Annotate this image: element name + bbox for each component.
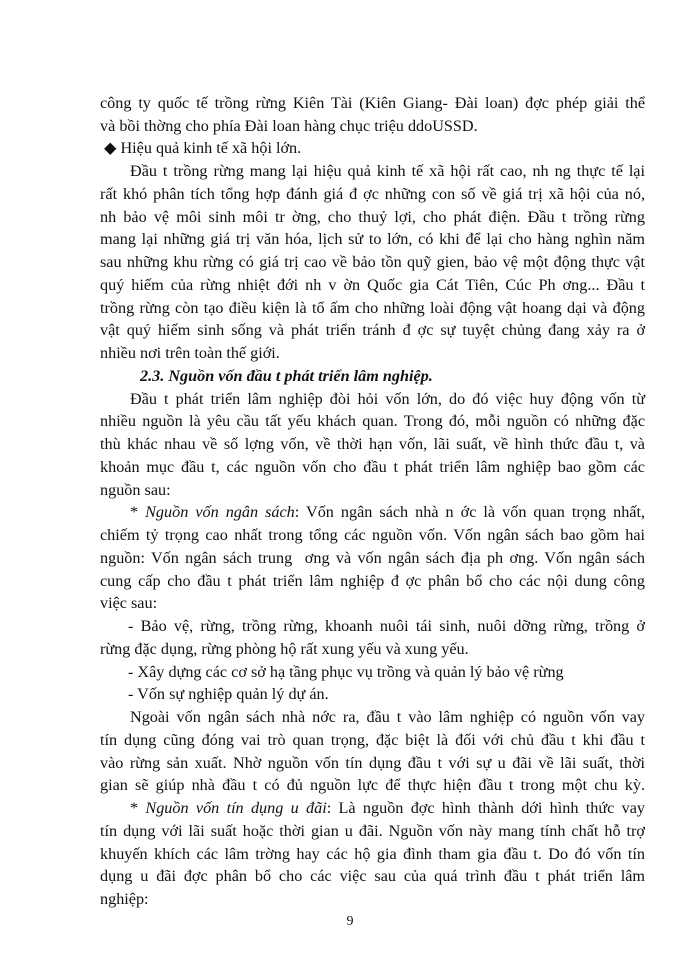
asterisk: * <box>130 799 146 818</box>
text-line: Ngoài vốn ngân sách nhà nớc ra, đầu t vào lâm nghiệp có nguồn vốn vay <box>130 708 645 727</box>
text-line: mang lại những giá trị văn hóa, lịch sử to lớn, có khi để lại cho hàng nghìn năm <box>100 230 645 249</box>
text-line: vật quý hiếm sinh sống và phát triển tránh đ ợc sự tuyệt chủng đang xảy ra ở <box>100 321 645 340</box>
text-line: quý hiếm của rừng nhiệt đới nh v ờn Quốc gia Cát Tiên, Cúc Ph ơng... Đầu t <box>100 275 645 294</box>
text-line: nguồn sau: <box>100 480 171 499</box>
colon: : <box>294 503 307 522</box>
text-line: công ty quốc tế trồng rừng Kiên Tài (Kiên Giang- Đài loan) đợc phép giải thể <box>100 94 645 112</box>
text-line: tín dụng cũng đóng vai trò quan trọng, đặc biệt là đối với chủ đầu t khi đầu t <box>100 730 645 749</box>
page-number: 9 <box>346 914 354 929</box>
text-line: nhiều nguồn là yêu cầu tất yếu khách quan. Trong đó, mỗi nguồn có những đặc <box>100 412 645 431</box>
italic-term: Nguồn vốn ngân sách <box>145 503 295 522</box>
text-line: tín dụng với lãi suất hoặc thời gian u đãi. Nguồn vốn này mang tính chất hỗ trợ <box>100 821 645 840</box>
text-line: việc sau: <box>100 594 158 613</box>
text-line: khuyến khích các lâm trờng hay các hộ gia đình tham gia đầu t. Do đó vốn tín <box>100 844 645 863</box>
asterisk: * <box>130 503 146 522</box>
text-line: nguồn: Vốn ngân sách trung ơng và vốn ngân sách địa ph ơng. Vốn ngân sách <box>100 548 645 567</box>
text-line: thù khác nhau về số lợng vốn, về thời hạn vốn, lãi suất, về hình thức đầu t, và <box>100 435 645 454</box>
text-line: chiếm tỷ trọng cao nhất trong tổng các nguồn vốn. Vốn ngân sách bao gồm hai <box>100 526 645 545</box>
dash-item: - Xây dựng các cơ sở hạ tầng phục vụ trồng và quản lý bảo vệ rừng <box>128 662 564 681</box>
bullet-text: Hiệu quả kinh tế xã hội lớn. <box>120 139 302 158</box>
text-line: rừng đặc dụng, rừng phòng hộ rất xung yếu và xung yếu. <box>100 639 469 658</box>
text-line-mixed <box>130 797 645 819</box>
bullet-item <box>104 137 633 159</box>
colon: : <box>326 799 339 818</box>
text-line: trồng rừng còn tạo điều kiện là tổ ấm cho những loài động vật hoang dại và động <box>100 298 645 317</box>
text-line: sau những khu rừng có giá trị cao về bảo tồn quỹ gien, bảo vệ một động thực vật <box>100 253 645 272</box>
filled-diamond-bullet-icon: ◆ <box>104 139 117 158</box>
text-line: nh bảo vệ môi sinh môi tr ờng, cho thuỷ lợi, cho phát điện. Đầu t trồng rừng <box>100 207 645 226</box>
text-line: cung cấp cho đầu t phát triển lâm nghiệp đ ợc phân bổ cho các nội dung công <box>100 571 645 590</box>
text-line: Đầu t phát triển lâm nghiệp đòi hỏi vốn lớn, do đó việc huy động vốn từ <box>130 389 645 408</box>
text-line: và bồi thờng cho phía Đài loan hàng chục triệu ddoUSSD. <box>100 116 478 135</box>
section-heading: 2.3. Nguồn vốn đầu t phát triển lâm nghiệp. <box>140 366 433 385</box>
text-line: nghiệp: <box>100 890 149 908</box>
text-line: nhiều nơi trên toàn thế giới. <box>100 344 280 363</box>
line-rest: Là nguồn đợc hình thành dới hình thức vay <box>338 799 645 818</box>
text-line: khoản mục đầu t, các nguồn vốn cho đầu t phát triển lâm nghiệp bao gồm các <box>100 457 645 476</box>
text-line: dụng u đãi đợc phân bổ cho các việc sau của quá trình đầu t phát triển lâm <box>100 867 645 886</box>
dash-item: - Vốn sự nghiệp quản lý dự án. <box>128 685 329 704</box>
line-rest: Vốn ngân sách nhà n ớc là vốn quan trọng nhất, <box>306 503 646 522</box>
text-line: gian sẽ giúp nhà đầu t có đủ nguồn lực để thực hiện đầu t trong một chu kỳ. <box>100 776 645 795</box>
text-line: vào rừng sản xuất. Nhờ nguồn vốn tín dụng đầu t với sự u đãi về lãi suất, thời <box>100 753 645 772</box>
text-line-mixed <box>130 501 645 523</box>
dash-item: - Bảo vệ, rừng, trồng rừng, khoanh nuôi tái sinh, nuôi dỡng rừng, trồng ở <box>128 617 645 636</box>
text-line: Đầu t trồng rừng mang lại hiệu quả kinh tế xã hội rất cao, nh ng thực tế lại <box>130 162 645 181</box>
italic-term: Nguồn vốn tín dụng u đãi <box>145 799 327 818</box>
text-line: rất khó phân tích tổng hợp đánh giá đ ợc những con số về giá trị xã hội của nó, <box>100 184 645 203</box>
